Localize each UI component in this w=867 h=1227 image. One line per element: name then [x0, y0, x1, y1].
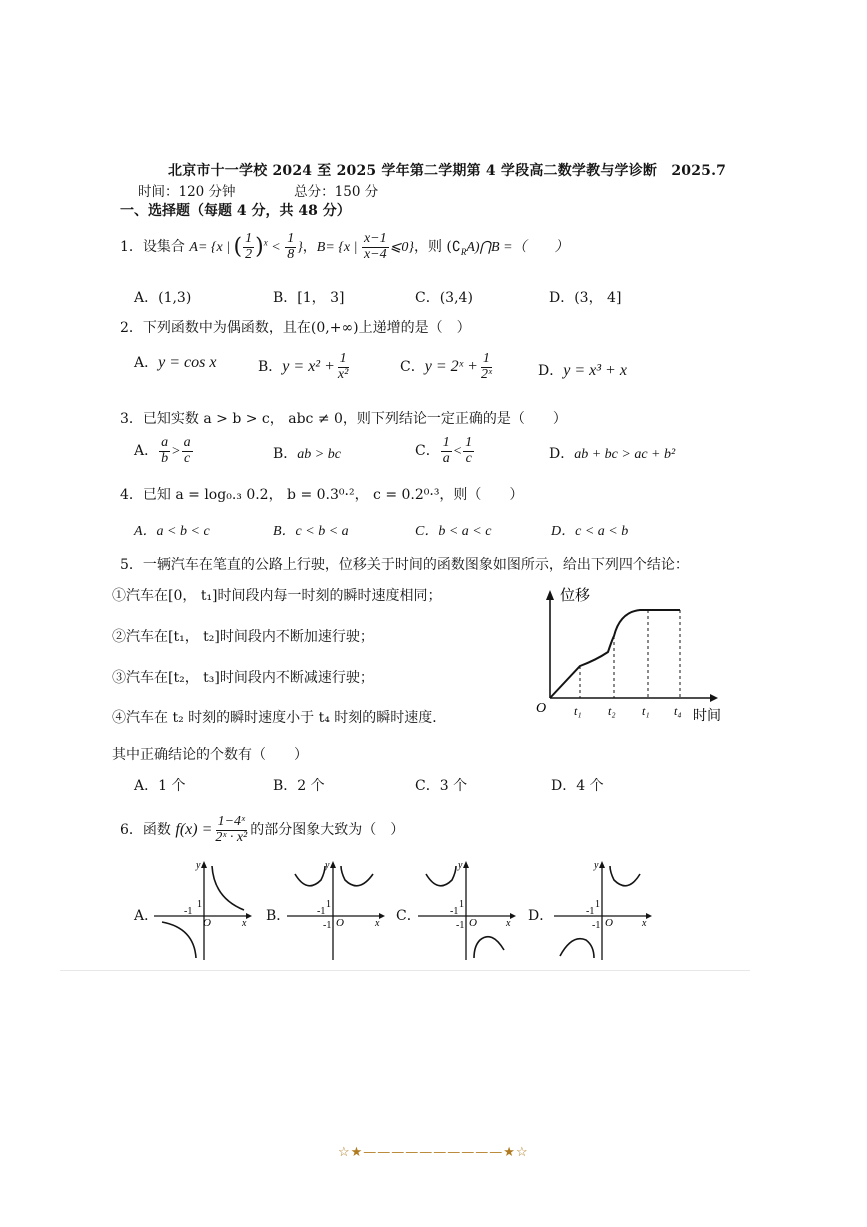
- q4-option-c[interactable]: C．b < a < c: [415, 524, 492, 539]
- q6-option-a[interactable]: A．: [134, 908, 159, 924]
- q3-option-b[interactable]: B．ab > bc: [273, 446, 341, 462]
- q6-option-b[interactable]: B．: [266, 908, 291, 924]
- q1-comma: ，: [302, 239, 317, 256]
- svg-text:-1: -1: [592, 920, 601, 931]
- q5-statement-4: ④汽车在 t₂ 时刻的瞬时速度小于 t₄ 时刻的瞬时速度．: [112, 710, 447, 726]
- q3-option-c[interactable]: C． $\frac{1}{a}$ < $\frac{1}{c}$: [415, 435, 473, 466]
- q1-number: 1．: [120, 239, 143, 256]
- q5-option-b[interactable]: B．2 个: [273, 778, 325, 794]
- q2-option-d[interactable]: D．y = x³ + x: [538, 362, 627, 379]
- q5-tick-1: t₁: [574, 704, 582, 718]
- exam-title: 北京市十一学校 2024 至 2025 学年第二学期第 4 学段高二数学教与学诊断 2025.7: [168, 163, 727, 179]
- q1-set-open: = {x |: [197, 240, 234, 256]
- q1-option-d[interactable]: D．(3， 4]: [549, 290, 622, 306]
- svg-text:-1: -1: [317, 906, 326, 917]
- q5-option-a[interactable]: A．1 个: [134, 778, 186, 794]
- svg-text:1: 1: [197, 899, 202, 910]
- q5-statement-3: ③汽车在[t₂， t₃]时间段内不断减速行驶；: [112, 670, 374, 686]
- question-3: 3．已知实数 a > b > c， abc ≠ 0，则下列结论一定正确的是（ ）: [120, 411, 567, 427]
- svg-text:-1: -1: [586, 906, 595, 917]
- svg-text:x: x: [242, 918, 247, 929]
- page-divider: [60, 970, 750, 971]
- q1-lt: <: [267, 240, 285, 256]
- q5-curve: [550, 610, 680, 698]
- question-6: [120, 815, 404, 845]
- q6-graph-a: [152, 858, 257, 963]
- q6-graph-d: [552, 858, 657, 963]
- q1-tail2: A)⋂B =（ ）: [466, 240, 569, 256]
- q1-tail: ，则 (∁: [413, 239, 461, 256]
- q5-tick-3: t₁: [642, 704, 650, 718]
- svg-text:-1: -1: [456, 920, 465, 931]
- q5-statement-1: ①汽车在[0， t₁]时间段内每一时刻的瞬时速度相同；: [112, 588, 442, 604]
- svg-text:x: x: [506, 918, 511, 929]
- q3-option-a[interactable]: A． $\frac{a}{b}$ > $\frac{a}{c}$: [134, 435, 191, 466]
- q4-option-a[interactable]: A．a < b < c: [134, 524, 210, 539]
- q1-option-b[interactable]: B．[1， 3]: [273, 290, 345, 306]
- q2-option-a[interactable]: A．y = cos x: [134, 354, 217, 371]
- q6-fraction: $\frac{\text{1−4ˣ}}{\text{2ˣ · x²}}$: [215, 814, 248, 845]
- q1-eighth-fraction: $\frac{1}{8}$: [287, 231, 295, 262]
- q5-option-c[interactable]: C．3 个: [415, 778, 468, 794]
- exam-score: 总分：150 分: [294, 184, 379, 200]
- q1-r-sub: R: [460, 246, 467, 257]
- q5-ask: 其中正确结论的个数有（ ）: [112, 747, 308, 763]
- q5-tick-4: t₄: [674, 704, 682, 718]
- q1-set-b: B: [316, 240, 326, 256]
- q3-option-d[interactable]: D．ab + bc > ac + b²: [549, 446, 676, 462]
- page-footer: ☆★——————————★☆: [338, 1145, 529, 1160]
- q5-statement-2: ②汽车在[t₁， t₂]时间段内不断加速行驶；: [112, 629, 374, 645]
- q5-x-arrow: [710, 694, 718, 702]
- q1-b-fraction: $\frac{x-1}{x-4}$: [363, 231, 387, 262]
- q6-graph-b: [285, 858, 390, 963]
- q1-set-close: }: [297, 240, 303, 256]
- q5-option-d[interactable]: D．4 个: [551, 778, 604, 794]
- q6-graph-c: [416, 858, 521, 963]
- q1-bset-open: = {x |: [325, 240, 361, 256]
- q1-option-a[interactable]: A．(1,3): [134, 290, 192, 306]
- q2-option-c[interactable]: C．y = 2ˣ + $\frac{1}{\text{2ˣ}}$: [400, 351, 492, 382]
- svg-text:x: x: [642, 918, 647, 929]
- q6-lead: 6．函数: [120, 822, 171, 839]
- question-5: 5．一辆汽车在笔直的公路上行驶，位移关于时间的函数图象如图所示，给出下列四个结论：: [120, 557, 689, 573]
- question-2: 2．下列函数中为偶函数，且在(0,+∞)上递增的是（ ）: [120, 320, 471, 336]
- q5-y-arrow: [546, 590, 554, 600]
- svg-text:O: O: [336, 917, 344, 929]
- q5-tick-2: t₂: [608, 704, 616, 718]
- q5-origin: O: [536, 701, 547, 716]
- svg-text:y: y: [458, 860, 463, 871]
- q4-option-b[interactable]: B．c < b < a: [273, 524, 349, 539]
- svg-text:O: O: [203, 917, 211, 929]
- svg-text:O: O: [605, 917, 613, 929]
- svg-text:O: O: [469, 917, 477, 929]
- q1-exponent: x: [263, 237, 268, 248]
- q4-option-d[interactable]: D．c < a < b: [551, 524, 629, 539]
- svg-text:-1: -1: [184, 906, 193, 917]
- question-4: 4．已知 a = log₀.₃ 0.2， b = 0.3⁰·²， c = 0.2⁰·³，则（ ）: [120, 487, 524, 503]
- exam-meta: [138, 180, 378, 200]
- q1-lead: 设集合: [142, 239, 185, 256]
- svg-text:y: y: [325, 860, 330, 871]
- q5-x-label: 时间: [693, 708, 721, 724]
- q6-option-d[interactable]: D．: [528, 908, 554, 924]
- q1-set-a: A: [189, 240, 198, 256]
- q6-tail: 的部分图象大致为（ ）: [250, 822, 405, 839]
- q5-y-label: 位移: [560, 586, 591, 604]
- q5-displacement-graph: [530, 580, 740, 725]
- exam-time: 时间：120 分钟: [138, 184, 236, 200]
- q6-option-c[interactable]: C．: [396, 908, 421, 924]
- question-1: 1．设集合 A= {x | ( $\frac{1}{2}$ )$^x$ < $\frac{1}{8}$ }，B= {x | $\frac{x-1}{x-4}$ ⩽0}，则 $(∁_RA)⋂B$ =（ ）: [120, 231, 569, 262]
- section-heading: 一、选择题（每题 4 分，共 48 分）: [120, 203, 351, 219]
- svg-text:y: y: [196, 860, 201, 871]
- svg-text:x: x: [375, 918, 380, 929]
- q1-bset-close: ⩽0}: [389, 240, 414, 256]
- svg-text:1: 1: [326, 899, 331, 910]
- q2-option-b[interactable]: B．y = x² + $\frac{1}{\text{x²}}$: [258, 351, 349, 382]
- svg-text:-1: -1: [323, 920, 332, 931]
- svg-text:1: 1: [595, 899, 600, 910]
- svg-text:y: y: [594, 860, 599, 871]
- q6-fx: f(x) =: [175, 821, 213, 839]
- svg-text:1: 1: [459, 899, 464, 910]
- q1-option-c[interactable]: C．(3,4): [415, 290, 473, 306]
- svg-text:-1: -1: [450, 906, 459, 917]
- q1-half-fraction: $\frac{1}{2}$: [245, 231, 253, 262]
